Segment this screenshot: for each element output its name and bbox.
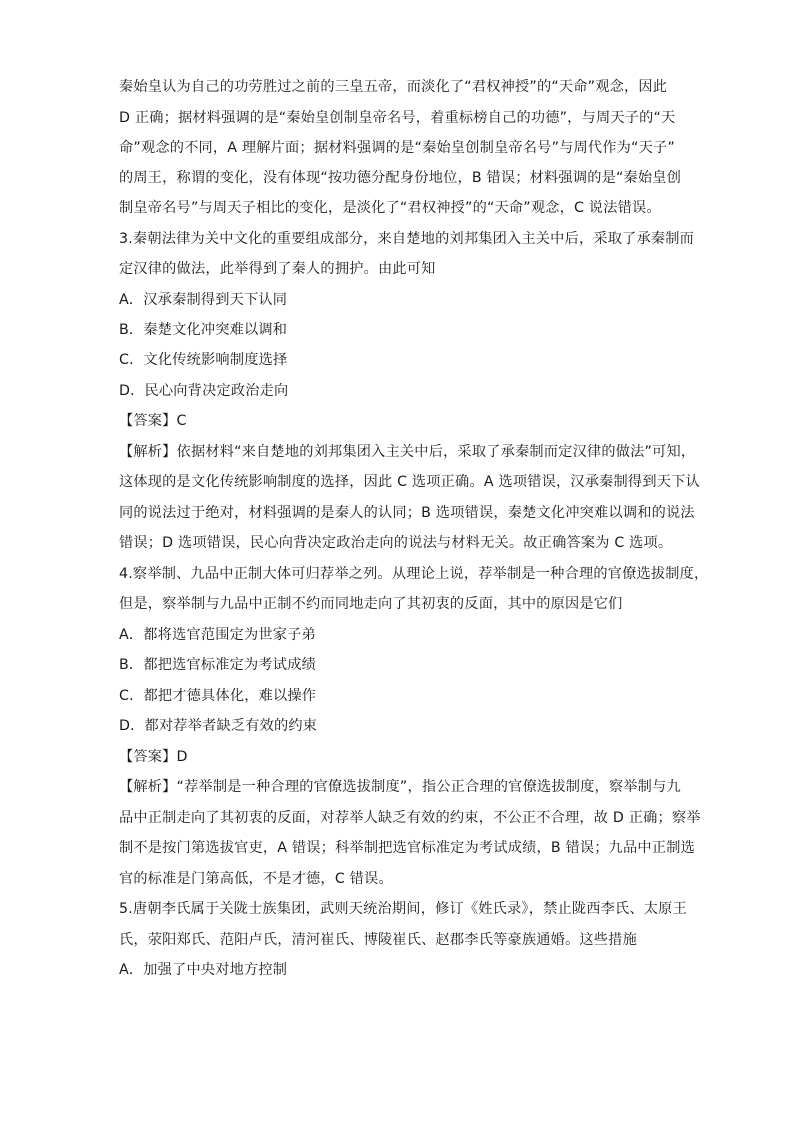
text-line: 制皇帝名号”与周天子相比的变化，是淡化了“君权神授”的“天命”观念，C 说法错误。 (119, 200, 661, 216)
option-a: A．加强了中央对地方控制 (119, 962, 288, 978)
option-c: C．都把才德具体化，难以操作 (119, 688, 317, 704)
question-3-stem: 3.秦朝法律为关中文化的重要组成部分，来自楚地的刘邦集团入主关中后，采取了承秦制而 (119, 231, 695, 247)
answer-label: 【答案】C (119, 413, 187, 429)
analysis-text: 官的标准是门第高低，不是才德，C 错误。 (119, 871, 393, 887)
option-a: A．都将选官范围定为世家子弟 (119, 627, 316, 643)
question-3-stem: 定汉律的做法，此举得到了秦人的拥护。由此可知 (119, 261, 436, 277)
option-c: C．文化传统影响制度选择 (119, 352, 288, 368)
text-line: 命”观念的不同，A 理解片面；据材料强调的是“秦始皇创制皇帝名号”与周代作为“天子” (119, 140, 675, 156)
question-5-stem: 氏，荥阳郑氏、范阳卢氏，清河崔氏、博陵崔氏、赵郡李氏等豪族通婚。这些措施 (119, 932, 637, 948)
analysis-text: 【解析】“荐举制是一种合理的官僚选拔制度”，指公正合理的官僚选拔制度，察举制与九 (119, 779, 681, 795)
analysis-text: 同的说法过于绝对，材料强调的是秦人的认同；B 选项错误，秦楚文化冲突难以调和的说法 (119, 505, 695, 521)
question-5-stem: 5.唐朝李氏属于关陇士族集团，武则天统治期间，修订《姓氏录》，禁止陇西李氏、太原王 (119, 901, 687, 917)
answer-label: 【答案】D (119, 749, 188, 765)
text-line: D 正确；据材料强调的是“秦始皇创制皇帝名号，着重标榜自己的功德”，与周天子的“天 (119, 110, 676, 126)
option-d: D．都对荐举者缺乏有效的约束 (119, 718, 318, 734)
question-4-stem: 但是，察举制与九品中正制不约而同地走向了其初衷的反面，其中的原因是它们 (119, 596, 623, 612)
analysis-text: 这体现的是文化传统影响制度的选择，因此 C 选项正确。A 选项错误，汉承秦制得到天下认 (119, 474, 700, 490)
text-line: 的周王，称谓的变化，没有体现“按功德分配身份地位，B 错误；材料强调的是“秦始皇创 (119, 170, 682, 186)
option-a: A．汉承秦制得到天下认同 (119, 292, 288, 308)
option-b: B．秦楚文化冲突难以调和 (119, 322, 288, 338)
option-b: B．都把选官标准定为考试成绩 (119, 657, 316, 673)
analysis-text: 制不是按门第选拔官吏，A 错误；科举制把选官标准定为考试成绩，B 错误；九品中正制选 (119, 840, 695, 856)
analysis-text: 【解析】依据材料“来自楚地的刘邦集团入主关中后，采取了承秦制而定汉律的做法”可知， (119, 444, 696, 460)
question-4-stem: 4.察举制、九品中正制大体可归荐举之列。从理论上说，荐举制是一种合理的官僚选拔制度， (119, 566, 709, 582)
text-line: 秦始皇认为自己的功劳胜过之前的三皇五帝，而淡化了“君权神授”的“天命”观念，因此 (119, 79, 668, 95)
option-d: D．民心向背决定政治走向 (119, 383, 289, 399)
analysis-text: 品中正制走向了其初衷的反面，对荐举人缺乏有效的约束，不公正不合理，故 D 正确；察举 (119, 810, 701, 826)
analysis-text: 错误；D 选项错误，民心向背决定政治走向的说法与材料无关。故正确答案为 C 选项。 (119, 535, 673, 551)
